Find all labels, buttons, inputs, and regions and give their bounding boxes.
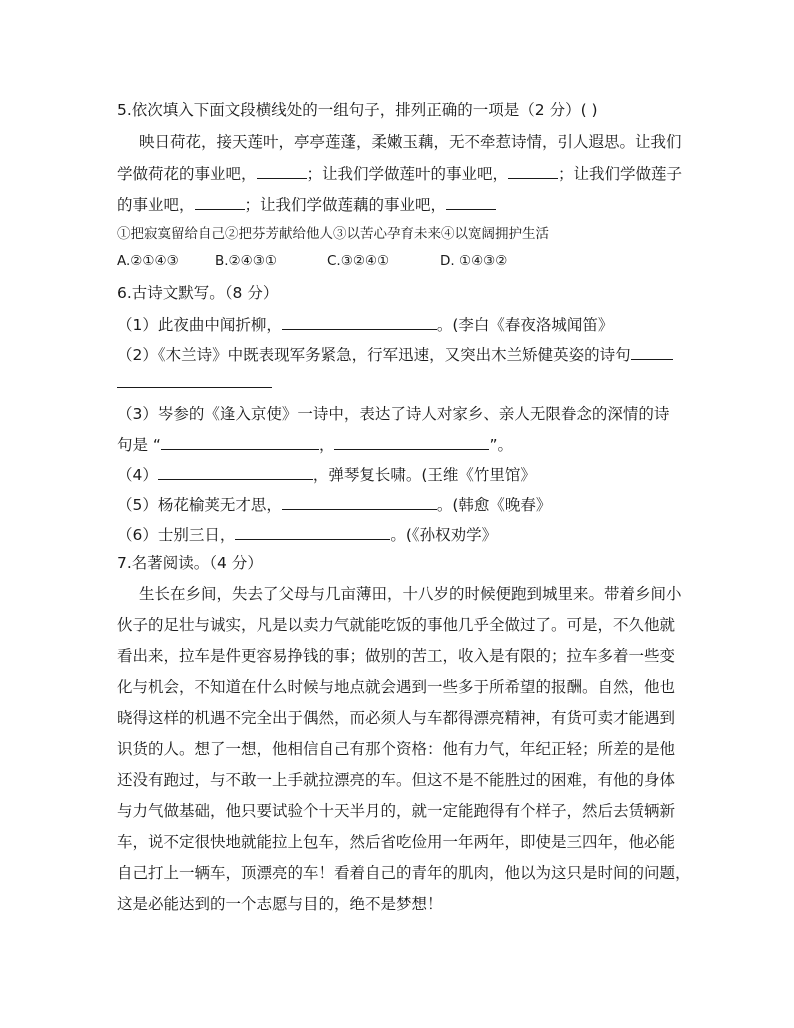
q6-item-5-blank[interactable] [282,494,437,510]
q6-item-1 [117,314,682,335]
q6-item-4-label: （4） [117,466,158,484]
q6-item-5 [117,494,682,515]
q6-item-2-prompt: （2）《木兰诗》中既表现军务紧急，行军迅速，又突出木兰矫健英姿的诗句 [117,346,631,364]
q6-item-2 [117,344,682,365]
q7-passage-line: 自己打上一辆车，顶漂亮的车！看着自己的青年的肌肉，他以为这只是时间的问题， [117,864,691,882]
q5-p3-part-a: 的事业吧， [117,196,195,214]
q7-passage-line: 看出来，拉车是件更容易挣钱的事；做别的苦工，收入是有限的；拉车多着一些变 [117,647,676,665]
q6-item-3-line-2 [117,434,682,455]
q7-passage-line: 与力气做基础，他只要试验个十天半月的，就一定能跑得有个样子，然后去赁辆新 [117,802,676,820]
q6-item-2-blank-b[interactable] [117,372,272,388]
q5-blank-4[interactable] [446,194,496,210]
q5-blank-2[interactable] [508,163,558,179]
q5-p3-part-b: ；让我们学做莲藕的事业吧， [244,196,447,214]
q7-passage-line: 车，说不定很快地就能拉上包车，然后省吃俭用一年两年，即使是三四年，他必能 [117,833,676,851]
q6-item-6-source: 。(《孙权劝学》 [390,526,498,544]
q5-choice-b[interactable]: B.②④③① [215,253,277,269]
q7-passage-line: 晓得这样的机遇不完全出于偶然，而必须人与车都得漂亮精神，有货可卖才能遇到 [117,709,676,727]
q6-item-1-prompt: （1）此夜曲中闻折柳， [117,316,282,334]
q5-p2-part-a: 学做荷花的事业吧， [117,165,257,183]
q5-passage-line-1: 映日荷花，接天莲叶，亭亭莲蓬，柔嫩玉藕，无不牵惹诗情，引人遐思。让我们 [139,133,682,151]
q6-item-3-comma: ， [318,436,335,454]
q7-passage-line: 这是必能达到的一个志愿与目的，绝不是梦想！ [117,895,443,913]
q7-passage-line: 生长在乡间，失去了父母与几亩薄田，十八岁的时候便跑到城里来。带着乡间小 [139,585,682,603]
q5-choices [117,251,682,271]
q6-item-6-blank[interactable] [235,524,390,540]
q6-item-6 [117,524,682,545]
q6-item-2-blank-a[interactable] [631,344,673,360]
q5-p2-part-c: ；让我们学做莲子 [558,165,683,183]
q6-item-4 [117,464,682,485]
q7-passage-line: 伙子的足壮与诚实，凡是以卖力气就能吃饭的事他几乎全做过了。可是，不久他就 [117,616,676,634]
q5-blank-3[interactable] [195,194,245,210]
q5-choice-a[interactable]: A.②①④③ [117,253,179,269]
q7-title: 7.名著阅读。（4 分） [117,554,263,572]
q5-passage-line-3 [117,194,682,215]
q6-item-4-blank[interactable] [158,464,313,480]
q6-item-3-blank-2[interactable] [334,434,489,450]
q5-choice-d[interactable]: D. ①④③② [440,253,508,269]
q6-item-4-source: ，弹琴复长啸。(王维《竹里馆》 [312,466,536,484]
q6-item-1-source: 。(李白《春夜洛城闻笛》 [436,316,614,334]
q6-item-3-blank-1[interactable] [161,434,319,450]
q7-passage-line: 化与机会，不知道在什么时候与地点就会遇到一些多于所希望的报酬。自然，他也 [117,678,676,696]
q6-item-3-prompt: 句是 “ [117,436,161,454]
q6-item-3-close: ”。 [489,436,514,454]
q7-passage-line: 识货的人。想了一想，他相信自己有那个资格：他有力气，年纪正轻；所差的是他 [117,740,676,758]
q6-item-5-prompt: （5）杨花榆荚无才思， [117,496,282,514]
q5-passage-line-2 [117,163,682,184]
q6-item-6-prompt: （6）士别三日， [117,526,236,544]
q5-choice-c[interactable]: C.③②④① [327,253,390,269]
q6-title: 6.古诗文默写。（8 分） [117,284,279,302]
q5-p2-part-b: ；让我们学做莲叶的事业吧， [306,165,509,183]
q5-blank-1[interactable] [257,163,307,179]
q6-item-2-continuation [117,372,682,393]
q6-item-5-source: 。(韩愈《晚春》 [436,496,552,514]
q5-sentence-options: ①把寂寞留给自己②把芬芳献给他人③以苦心孕育未来④以宽阔拥护生活 [117,226,549,242]
q7-passage-line: 还没有跑过，与不敢一上手就拉漂亮的车。但这不是不能胜过的困难，有他的身体 [117,771,676,789]
q5-title: 5.依次填入下面文段横线处的一组句子，排列正确的一项是（2 分）( ) [117,101,598,119]
q6-item-1-blank[interactable] [282,314,437,330]
q6-item-3-line-1: （3）岑参的《逢入京使》一诗中，表达了诗人对家乡、亲人无限眷念的深情的诗 [117,405,670,423]
